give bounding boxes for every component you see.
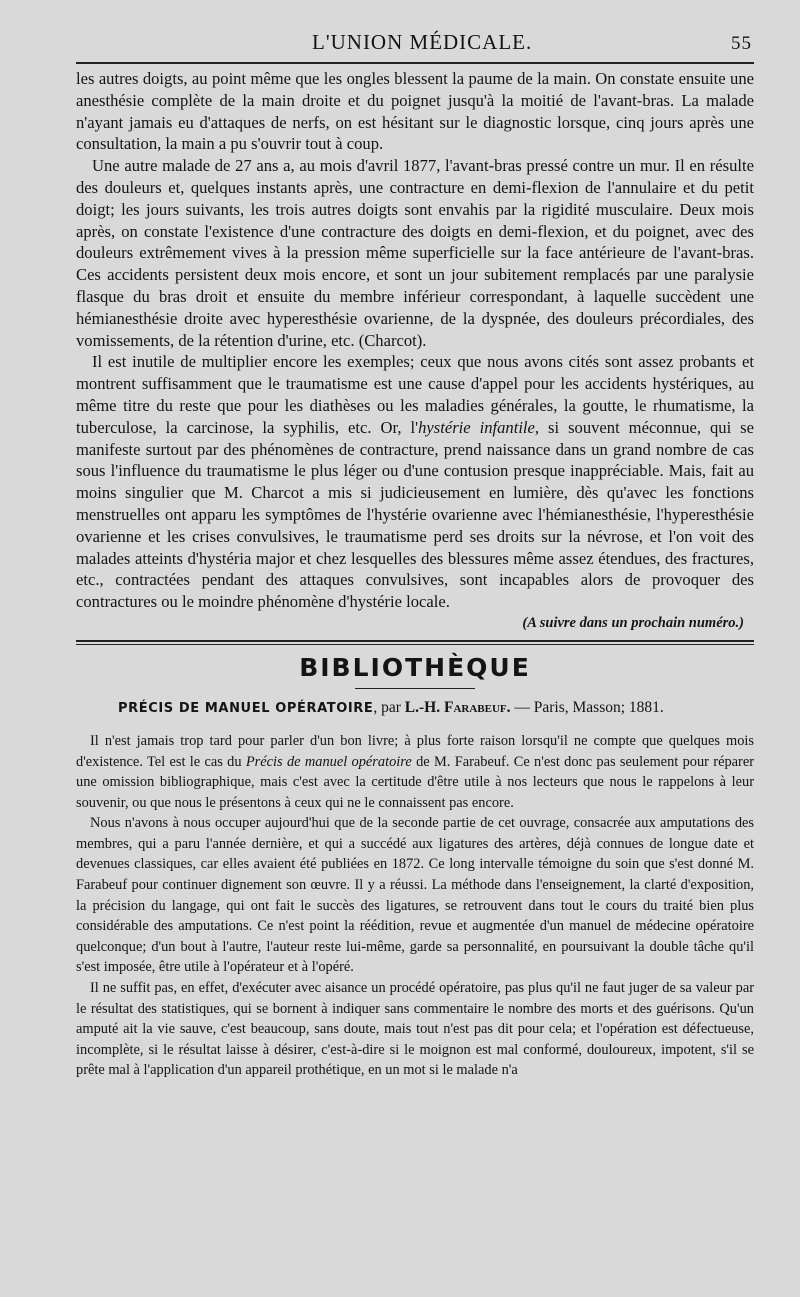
section-title: BIBLIOTHÈQUE: [299, 652, 531, 682]
continued-note: (A suivre dans un prochain numéro.): [522, 614, 744, 631]
article-paragraph: Il est inutile de multiplier encore les exemples; ceux que nous avons cités sont assez probants et montrent suffisamment que le traumatisme est une cause d'appel pour les accidents hystériques, au même titre du reste que pour les diathèses ou les maladies générales, la goutte, le rhumatisme, la tuberculose, la carcinose, la syphilis, etc. Or, l'hystérie infantile, si souvent méconnue, qui se manifeste surtout par des phénomènes de contracture, prend naissance dans un grand nombre de cas sous l'influence du traumatisme le plus léger ou d'une contusion presque inappréciable. Mais, fait au moins singulier que M. Charcot a mis si judicieusement en lumière, dès qu'avec les fonctions menstruelles ont apparu les symptômes de l'hystérie ovarienne avec l'hémianesthésie, l'hyperesthésie ovarienne et les crises convulsives, le traumatisme perd ses droits sur la névrose, et l'on voit des malades atteints d'hystéria major et chez lesquelles des blessures même assez étendues, des fractures, etc., contractées pendant des attaques convulsives, sont incapables alors de provoquer des contractures ou le moindre phénomène d'hystérie locale.: [76, 352, 754, 612]
book-reference: PRÉCIS DE MANUEL OPÉRATOIRE, par L.-H. Farabeuf. — Paris, Masson; 1881.: [118, 698, 664, 716]
article-body: [76, 68, 754, 632]
book-title: PRÉCIS DE MANUEL OPÉRATOIRE: [118, 700, 374, 716]
running-head: [76, 30, 754, 62]
journal-title: L'UNION MÉDICALE.: [312, 30, 533, 54]
article-paragraph: Une autre malade de 27 ans a, au mois d'avril 1877, l'avant-bras pressé contre un mur. Il en résulte des douleurs et, quelques instants après, une contracture en demi-flexion de l'annulaire et du petit doigt; les jours suivants, les trois autres doigts sont envahis par la rigidité musculaire. Deux mois après, on constate l'existence d'une contracture des doigts en demi-flexion, et du poignet, avec des douleurs extrêmement vives à la pression même superficielle sur la face antérieure de l'avant-bras. Ces accidents persistent deux mois encore, et sont un jour subitement remplacés par une paralysie flasque du bras droit et ensuite du membre inférieur correspondant, à laquelle succèdent une hémianesthésie droite avec hyperesthésie ovarienne, de la dyspnée, des douleurs précordiales, des vomissements, de la rétention d'urine, etc. (Charcot).: [76, 156, 754, 350]
review-paragraph: Il ne suffit pas, en effet, d'exécuter avec aisance un procédé opératoire, pas plus qu'il ne faut juger de sa valeur par le résultat des statistiques, qui se bornent à indiquer sans commentaire le nombre des morts et des guérisons. Qu'un amputé ait la vie sauve, c'est beaucoup, sans doute, mais tout n'est pas dit pour cela; et l'opération est défectueuse, incomplète, si le résultat laisse à désirer, c'est-à-dire si le moignon est mal conformé, douloureux, impotent, s'il se prête mal à l'application d'un appareil prothétique, en un mot si le malade n'a: [76, 980, 754, 1079]
review-paragraph: Il n'est jamais trop tard pour parler d'un bon livre; à plus forte raison lorsqu'il ne compte que quelques mois d'existence. Tel est le cas du Précis de manuel opératoire de M. Farabeuf. Ce n'est donc pas seulement pour réparer une omission bibliographique, mais c'est avec la certitude d'être utile à nos lecteurs que nous le rappelons à leur souvenir, ou que nous le présentons à ceux qui ne le connaissent pas encore.: [76, 732, 755, 811]
review-paragraph: Nous n'avons à nous occuper aujourd'hui que de la seconde partie de cet ouvrage, consacrée aux amputations des membres, qui a paru l'année dernière, et qui a succédé aux ligatures des artères, déjà connues de longue date et devenues classiques, car elles avaient été publiées en 1872. Ce long intervalle témoigne du soin que s'est donné M. Farabeuf pour continuer dignement son œuvre. Il y a réussi. La méthode dans l'enseignement, la clarté d'exposition, la précision du langage, qui ont fait le succès des ligatures, se retrouvent dans tout le cours du traité bien plus considérable des amputations. Ce n'est point la réédition, revue et augmentée d'un manuel de médecine opératoire quelconque; d'un bout à l'autre, l'auteur reste lui-même, garde sa personnalité, en poursuivant la double tâche qu'il s'est imposée, être utile à l'opérateur et à l'opéré.: [76, 815, 754, 976]
book-publisher: — Paris, Masson; 1881.: [510, 698, 664, 716]
article-paragraph: les autres doigts, au point même que les ongles blessent la paume de la main. On constate ensuite une anesthésie complète de la main droite et du poignet jusqu'à la moitié de l'avant-bras. La malade n'ayant jamais eu d'attaques de nerfs, on est hésitant sur le diagnostic lorsque, cinq jours après une consultation, la main a pu s'ouvrir tout à coup.: [76, 69, 754, 154]
italic-title: Précis de manuel opératoire: [245, 753, 412, 770]
header-rule: [76, 62, 754, 64]
review-body: [76, 731, 754, 1081]
book-author: L.-H. Farabeuf.: [404, 698, 511, 716]
italic-term: hystérie infantile: [418, 417, 535, 437]
section-divider: [76, 640, 754, 645]
page-number: 55: [731, 33, 752, 54]
title-rule: [355, 688, 475, 689]
